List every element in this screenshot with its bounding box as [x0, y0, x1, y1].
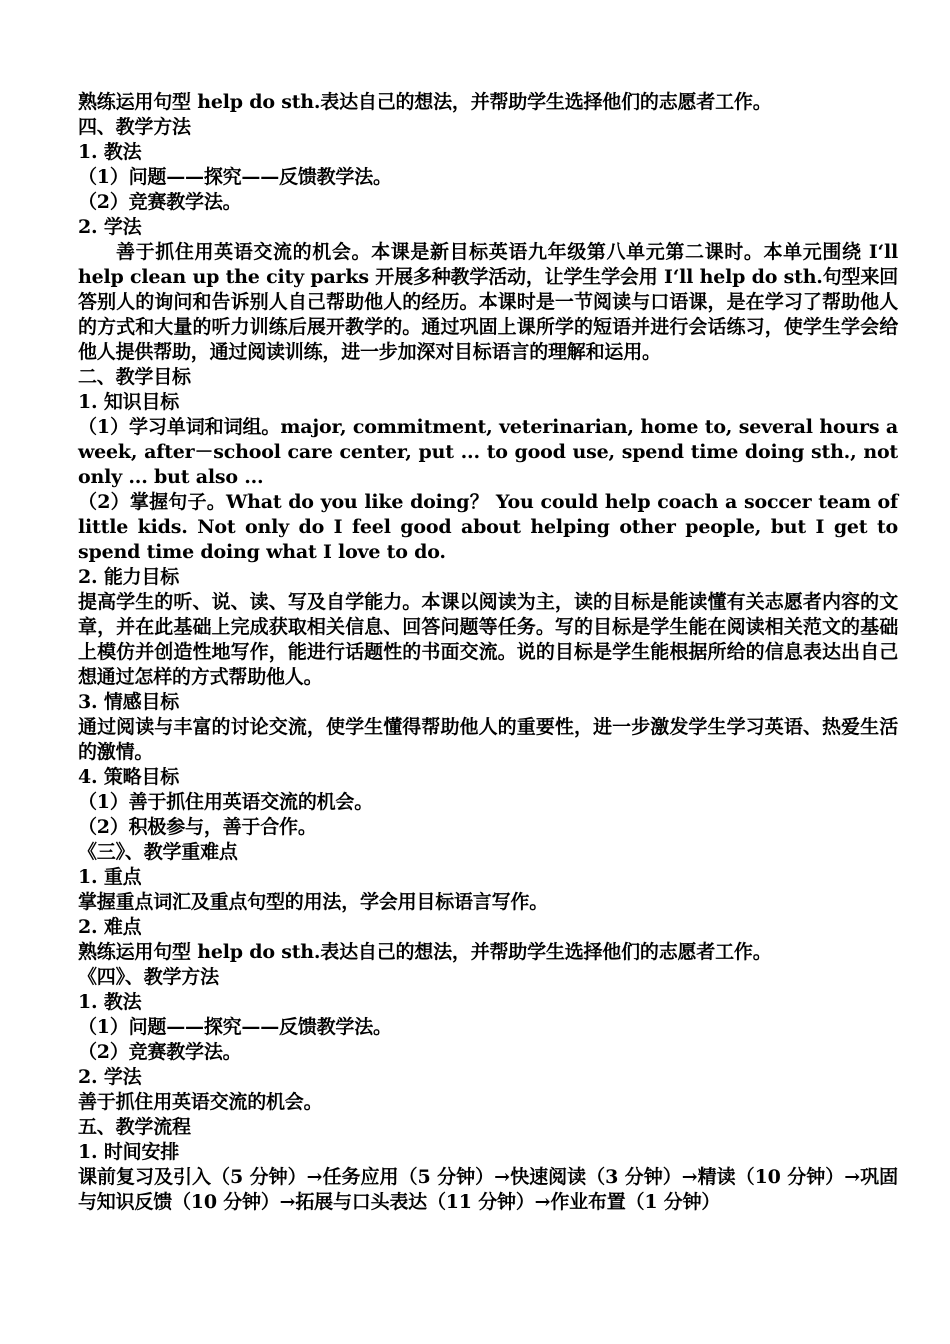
vocab-paragraph: （1）学习单词和词组。major, commitment, veterinarian, home to, several hours a week, after－school care center, put ... to good use, spend time doing sth., not only ... but also ...: [78, 416, 898, 488]
list-item: （1）善于抓住用英语交流的机会。: [78, 791, 374, 813]
subsection-heading: 2. 能力目标: [78, 566, 180, 588]
subsection-heading: 1. 教法: [78, 141, 142, 163]
text-line: 善于抓住用英语交流的机会。: [78, 1091, 323, 1113]
subsection-heading: 1. 时间安排: [78, 1141, 180, 1163]
emotion-paragraph: 通过阅读与丰富的讨论交流，使学生懂得帮助他人的重要性，进一步激发学生学习英语、热爱生活的激情。: [78, 716, 898, 763]
subsection-heading: 4. 策略目标: [78, 766, 180, 788]
ability-paragraph: 提高学生的听、说、读、写及自学能力。本课以阅读为主，读的目标是能读懂有关志愿者内容的文章，并在此基础上完成获取相关信息、回答问题等任务。写的目标是学生能在阅读相关范文的基础上模仿并创造性地写作，能进行话题性的书面交流。说的目标是学生能根据所给的信息表达出自己想通过怎样的方式帮助他人。: [78, 591, 898, 688]
list-item: （2）竞赛教学法。: [78, 1041, 242, 1063]
section-heading: 二、教学目标: [78, 366, 191, 388]
text-line: 熟练运用句型 help do sth.表达自己的想法，并帮助学生选择他们的志愿者工作。: [78, 941, 772, 963]
sentences-paragraph: （2）掌握句子。What do you like doing？ You could help coach a soccer team of little kids. Not only do I feel good about helping other people, but I get to spend time doing what I love to do.: [78, 491, 898, 563]
document-body: [78, 90, 898, 1215]
text-line: 熟练运用句型 help do sth.表达自己的想法，并帮助学生选择他们的志愿者工作。: [78, 91, 772, 113]
subsection-heading: 2. 学法: [78, 216, 142, 238]
list-item: （1）问题——探究——反馈教学法。: [78, 1016, 392, 1038]
subsection-heading: 2. 学法: [78, 1066, 142, 1088]
subsection-heading: 3. 情感目标: [78, 691, 180, 713]
text-line: 掌握重点词汇及重点句型的用法，学会用目标语言写作。: [78, 891, 549, 913]
section-heading: 《三》、教学重难点: [78, 841, 238, 863]
subsection-heading: 1. 重点: [78, 866, 142, 888]
list-item: （2）竞赛教学法。: [78, 191, 242, 213]
subsection-heading: 1. 知识目标: [78, 391, 180, 413]
section-heading: 四、教学方法: [78, 116, 191, 138]
list-item: （2）积极参与，善于合作。: [78, 816, 317, 838]
list-item: （1）问题——探究——反馈教学法。: [78, 166, 392, 188]
paragraph-intro: 善于抓住用英语交流的机会。本课是新目标英语九年级第八单元第二课时。本单元围绕 I‘ll help clean up the city parks 开展多种教学活动，让学生学会用 I‘ll help do sth.句型来回答别人的询问和告诉别人自己帮助他人的经历。本课时是一节阅读与口语课，是在学习了帮助他人的方式和大量的听力训练后展开教学的。通过巩固上课所学的短语并进行会话练习，使学生学会给他人提供帮助，通过阅读训练，进一步加深对目标语言的理解和运用。: [78, 241, 898, 363]
subsection-heading: 1. 教法: [78, 991, 142, 1013]
schedule-paragraph: 课前复习及引入（5 分钟）→任务应用（5 分钟）→快速阅读（3 分钟）→精读（10 分钟）→巩固与知识反馈（10 分钟）→拓展与口头表达（11 分钟）→作业布置（1 分钟）: [78, 1166, 898, 1213]
section-heading: 五、教学流程: [78, 1116, 191, 1138]
section-heading: 《四》、教学方法: [78, 966, 219, 988]
subsection-heading: 2. 难点: [78, 916, 142, 938]
